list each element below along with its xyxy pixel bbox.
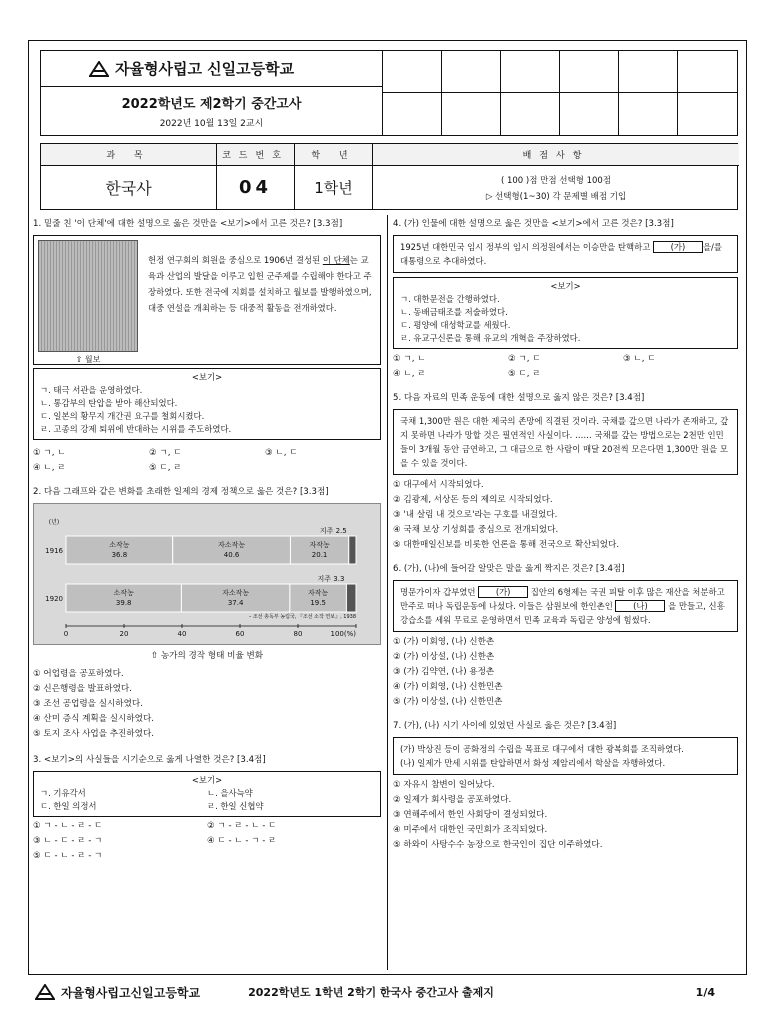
column-divider [387,215,388,970]
code-header: 코드번호 [217,144,295,166]
answer-option[interactable]: ④ ㄴ, ㄹ [33,463,66,473]
answer-options [393,635,738,710]
right-column [393,218,738,853]
answer-option[interactable]: ④ ㄴ, ㄹ [393,369,426,379]
bogi-item: ㄴ. 을사늑약 [207,788,253,798]
bogi-box [33,368,381,440]
answer-option[interactable]: ① 어업령을 공포하였다. [33,669,124,679]
chart-caption: ⇧ 농가의 경작 형태 비율 변화 [150,651,264,661]
answer-options [393,778,738,853]
question-stem: 4. (가) 인물에 대한 설명으로 옳은 것만을 <보기>에서 고른 것은? [3.3점] [393,219,674,229]
bogi-item: ㄹ. 한일 신협약 [207,801,264,811]
answer-option[interactable]: ① (가) 이회영, (나) 신한촌 [393,637,495,647]
tick-label: 80 [293,630,303,638]
source-box [33,235,381,365]
answer-options [33,819,381,864]
bogi-item: ㄱ. 기유각서 [40,788,86,798]
question-2 [33,486,381,742]
answer-option[interactable]: ④ 산미 증식 계획을 실시하였다. [33,714,154,724]
answer-option[interactable]: ⑤ 하와이 사탕수수 농장으로 한국인이 집단 이주하였다. [393,840,603,850]
school-logo-icon [35,984,55,1000]
answer-options [33,446,381,476]
answer-option[interactable]: ③ 연해주에서 한인 사회당이 결성되었다. [393,810,548,820]
newspaper-image [38,240,138,364]
chart-source: – 조선 총독부 농림국, 『조선 소작 연보』, 1938 [248,614,356,620]
subject-value: 한국사 [41,166,217,209]
answer-options [393,478,738,553]
answer-option[interactable]: ② ㄱ, ㄷ [508,354,541,364]
answer-option[interactable]: ⑤ (가) 이상설, (나) 신한민촌 [393,697,503,707]
tick-label: 100(%) [330,630,356,638]
answer-options [33,667,381,742]
series-label: 자소작농 [222,589,250,597]
tick-label: 20 [119,630,129,638]
answer-option[interactable]: ① ㄱ, ㄴ [393,354,426,364]
header-left [41,51,383,135]
answer-option[interactable]: ④ (가) 이회영, (나) 신한민촌 [393,682,503,692]
grade-value: 1학년 [295,166,373,209]
question-stem: 6. (가), (나)에 들어갈 알맞은 말을 옳게 짝지은 것은? [3.4점] [393,564,625,574]
period-ga: (가) 박상진 등이 공화정의 수립을 목표로 대구에서 대한 광복회를 조직하였다. [400,744,684,754]
source-box: 국채 1,300만 원은 대한 제국의 존망에 직결된 것이라. 국채를 갚으면 나라가 존재하고, 갚지 못하면 나라가 망할 것은 필연적인 사실이다. …… 국채를 갚는 방법으로는 2천만 인민들이 3개월 동안 금연하고, 그 대금으로 한 사람이 매달 20전씩 모은다면 1,300만 원을 모을 수 있을 것이다. [393,409,738,475]
category-label: 1916 [45,547,63,555]
tick-label: 40 [177,630,187,638]
period-na: (나) 일제가 만세 시위를 탄압하면서 화성 제암리에서 학살을 자행하였다. [400,758,666,768]
farm-chart [33,503,381,645]
bogi-item: ㄴ. 통감부의 탄압을 받아 해산되었다. [40,398,178,408]
answer-option[interactable]: ③ 조선 공업령을 실시하였다. [33,699,143,709]
exam-date: 2022년 10월 13일 2교시 [159,119,264,129]
bogi-item: ㄷ. 평양에 대성학교를 세웠다. [400,320,511,330]
bogi-title: <보기> [191,372,223,382]
category-label: 1920 [45,595,63,603]
question-7 [393,720,738,853]
subject-header: 과 목 [41,144,217,166]
answer-option[interactable]: ⑤ ㄷ, ㄹ [508,369,541,379]
bogi-title: <보기> [191,775,223,785]
data-label: 20.1 [311,551,328,559]
answer-option[interactable]: ⑤ ㄷ - ㄴ - ㄹ - ㄱ [33,851,103,861]
blank-ga: (가) [478,586,528,598]
score-header: 배점사항 [373,144,739,166]
bogi-item: ㄴ. 동배금태조를 저술하였다. [400,307,508,317]
source-box: 명문가이자 갑부였던 (가) 집안의 6형제는 국권 피탈 이후 많은 재산을 처분하고 만주로 떠나 독립운동에 나섰다. 이들은 삼원보에 한인촌인 (나) 을 만들고, 신흥 강습소를 세워 무료로 운영하면서 민족 교육과 독립군 양성에 힘썼다. [393,580,738,632]
answer-option[interactable]: ① ㄱ - ㄴ - ㄹ - ㄷ [33,821,103,831]
answer-option[interactable]: ⑤ 대한매일신보를 비롯한 언론을 통해 전국으로 확산되었다. [393,540,620,550]
answer-option[interactable]: ③ (가) 김약연, (나) 용정촌 [393,667,495,677]
signature-grid [383,51,737,135]
answer-option[interactable]: ③ ㄴ - ㄷ - ㄹ - ㄱ [33,836,103,846]
blank-na: (나) [615,600,665,612]
answer-option[interactable]: ② 일제가 회사령을 공포하였다. [393,795,512,805]
tick-label: 60 [235,630,245,638]
bogi-item: ㄱ. 태극 서관을 운영하였다. [40,385,143,395]
footer-school [35,984,200,1001]
footer-school-name: 자율형사립고신일고등학교 [61,985,201,1000]
farm-chart-svg [38,508,366,640]
exam-header [40,50,738,136]
image-caption: ⇧ 월보 [75,355,101,364]
bogi-box [33,771,381,817]
source-text: 헌정 연구회의 회원을 중심으로 1906년 결성된 이 단체는 교육과 산업의 발달을 이루고 입헌 군주제를 수립해야 한다고 주장하였다. 또한 전국에 지회를 설치하고 월보를 발행하였으며, 대중 연설을 개최하는 등 대중적 활동을 전개하였다. [148,255,372,313]
bar-segment [349,536,356,564]
data-label: 36.8 [111,551,128,559]
answer-option[interactable]: ② (가) 이상설, (나) 신한촌 [393,652,495,662]
page-footer [35,982,715,1002]
question-3 [33,754,381,864]
answer-option[interactable]: ③ ㄴ, ㄷ [265,448,298,458]
series-label: 자작농 [309,541,330,549]
question-stem: 1. 밑줄 친 '이 단체'에 대한 설명으로 옳은 것만을 <보기>에서 고른 것은? [3.3점] [33,219,343,229]
page-number: 1/4 [695,985,715,999]
axis-unit-label: (년) [48,519,60,526]
score-info [373,166,739,209]
data-label: 19.5 [310,599,326,607]
bogi-box [393,277,738,349]
bogi-item: ㄹ. 유교구신론을 통해 유교의 개혁을 주장하였다. [400,333,581,343]
school-logo-icon [89,61,109,77]
answer-options [393,352,738,382]
bogi-item: ㄷ. 한일 의정서 [40,801,97,811]
answer-option[interactable]: ① 자유시 참변이 일어났다. [393,780,495,790]
series-label: 자소작농 [218,541,246,549]
answer-option[interactable]: ② 신은행령을 발표하였다. [33,684,132,694]
code-value: 04 [217,166,295,209]
answer-option[interactable]: ② ㄱ, ㄷ [149,448,182,458]
answer-option[interactable]: ② ㄱ - ㄹ - ㄴ - ㄷ [207,821,277,831]
answer-option[interactable]: ① 대구에서 시작되었다. [393,480,484,490]
question-stem: 2. 다음 그래프와 같은 변화를 초래한 일제의 경제 정책으로 옳은 것은? [3.3점] [33,487,329,497]
answer-option[interactable]: ④ 국채 보상 기성회를 중심으로 전개되었다. [393,525,559,535]
series-label: 자작농 [308,589,329,597]
series-label: 소작농 [109,541,130,549]
exam-info-table [40,143,738,210]
school-name-row [41,51,382,87]
question-stem: 3. <보기>의 사실들을 시기순으로 옳게 나열한 것은? [3.4점] [33,755,266,765]
grade-header: 학 년 [295,144,373,166]
series-label: 소작농 [113,589,134,597]
answer-option[interactable]: ① ㄱ, ㄴ [33,448,66,458]
exam-title-block [41,87,382,135]
bogi-item: ㄹ. 고종의 강제 퇴위에 반대하는 시위를 주도하였다. [40,424,232,434]
tick-label: 0 [63,630,69,638]
question-4 [393,218,738,382]
answer-option[interactable]: ⑤ ㄷ, ㄹ [149,463,182,473]
score-line-2: ▷ 선택형(1~30) 각 문제별 배점 기입 [485,191,627,202]
answer-option[interactable]: ② 김광제, 서상돈 등의 제의로 시작되었다. [393,495,553,505]
source-box: 1925년 대한민국 임시 정부의 임시 의정원에서는 이승만을 탄핵하고 (가) 을/를 대통령으로 추대하였다. [393,235,738,273]
data-label: 지주 2.5 [319,527,347,535]
footer-title: 2022학년도 1학년 2학기 한국사 중간고사 출제지 [248,986,494,999]
question-stem: 7. (가), (나) 시기 사이에 있었던 사실로 옳은 것은? [3.4점] [393,721,617,731]
answer-option[interactable]: ③ ㄴ, ㄷ [623,354,656,364]
answer-option[interactable]: ④ ㄷ - ㄴ - ㄱ - ㄹ [207,836,277,846]
bogi-title: <보기> [550,281,581,291]
answer-option[interactable]: ⑤ 토지 조사 사업을 추진하였다. [33,729,154,739]
data-label: 40.6 [223,551,240,559]
source-box [393,737,738,775]
question-6 [393,563,738,710]
question-1 [33,218,381,476]
underlined-term: 이 단체 [322,255,350,265]
data-label: 지주 3.3 [317,575,345,583]
answer-option[interactable]: ③ '내 살림 내 것으로'라는 구호를 내걸었다. [393,510,558,520]
bogi-item: ㄱ. 대한문전을 간행하였다. [400,294,500,304]
score-line-1: ( 100 )점 만점 선택형 100점 [500,175,612,186]
data-label: 37.4 [227,599,244,607]
answer-option[interactable]: ④ 미주에서 대한인 국민회가 조직되었다. [393,825,548,835]
blank-ga: (가) [653,241,703,253]
question-stem: 5. 다음 자료의 민족 운동에 대한 설명으로 옳지 않은 것은? [3.4점] [393,393,645,403]
left-column [33,218,381,864]
question-5 [393,392,738,553]
school-name: 자율형사립고 신일고등학교 [115,60,295,78]
data-label: 39.8 [115,599,132,607]
bar-segment [346,584,356,612]
exam-title: 2022학년도 제2학기 중간고사 [121,97,302,112]
bogi-item: ㄷ. 일본의 황무지 개간권 요구를 철회시켰다. [40,411,205,421]
